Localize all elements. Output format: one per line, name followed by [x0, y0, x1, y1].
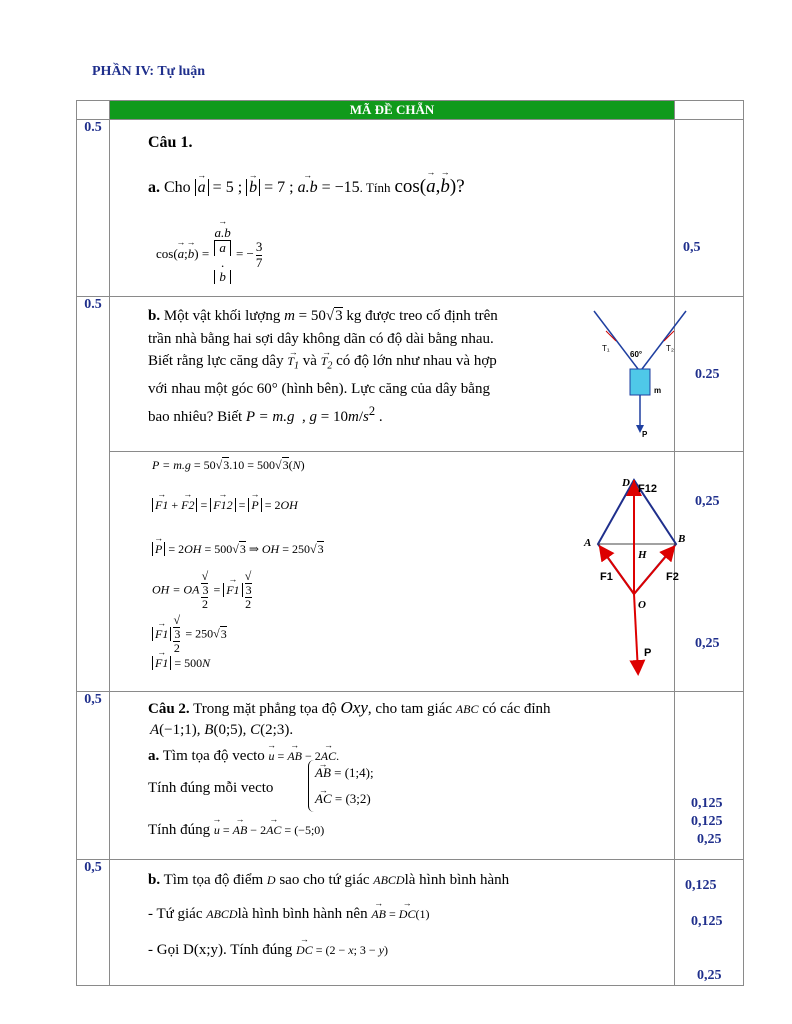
q1b-statement: b. Một vật khối lượng m = 50√3 kg được treo cố định trên trần nhà bằng hai sợi dây không dãn có độ dài bằng nhau. Biết rằng lực căng dây → $T_1$ và → $T_2$ có độ lớn như nhau và hợp với nhau một góc 60° (hình bên). Lực căng của dây bằng bao nhiêu? Biết P = m.g , $g = 10m/s^2$ .: [148, 305, 498, 429]
q2-vertices: A(−1;1), B(0;5), C(2;3).: [150, 722, 294, 738]
q2b-score-right: 0,125 0,125 0,25: [675, 860, 744, 986]
q1a-solution: cos(→ a;→ b) = → a.b a . b = − $\frac{3}{7}$: [156, 226, 264, 284]
q1b-sol-line2: → F1 + → F2 = → F12 = → P = 2OH: [152, 498, 298, 513]
section-title: PHẦN IV: Tự luận: [92, 64, 206, 79]
q1b-sol-line6: → F1 = 500N: [152, 656, 210, 671]
q1b-score-right-1: 0.25: [675, 297, 744, 452]
q2a-content: [110, 692, 675, 860]
q1b-solution: [110, 452, 686, 692]
q2b-line2: - Tứ giác ABCDlà hình bình hành nên → AB = → DC(1): [148, 906, 429, 923]
q1b-score-left: 0.5: [77, 297, 110, 692]
q2a-score-right: 0,125 0,125 0,25: [675, 692, 744, 860]
table-header: MÃ ĐỀ CHẴN: [110, 101, 675, 120]
fig2-f12-label: F12: [638, 483, 657, 495]
fig2-p-label: P: [644, 647, 652, 659]
q1b-sol-line5: → F1 √ 3 2 = 250√3: [152, 614, 227, 656]
q2b-score-left: 0,5: [77, 860, 110, 986]
fig1-mass-block: [630, 369, 650, 395]
q1b-content: [110, 297, 675, 452]
fig1-angle-label: 60°: [630, 350, 643, 359]
fig1-t1-label: T₁: [602, 344, 610, 353]
fig1-m-label: m: [654, 386, 662, 395]
fig2-o-label: O: [638, 599, 646, 611]
q1b-sol-line3: → P = 2OH = 500√3 ⇒ OH = 250√3: [152, 542, 324, 557]
q1a-content: [110, 120, 675, 297]
q2a-score-left: 0,5: [77, 692, 110, 860]
fig1-p-label: P: [642, 430, 648, 439]
q2b-content: [110, 860, 675, 986]
fig2-h-label: H: [638, 549, 647, 561]
force-diagram-figure: [576, 476, 688, 682]
fig2-a-label: A: [584, 537, 592, 549]
q1b-sol-line4: OH = OA √ 3 2 = → F1 √ 3 2: [152, 570, 254, 612]
fig2-b-label: B: [678, 533, 686, 545]
q2a-statement: a. Tìm tọa độ vecto → u = → AB − 2→ AC.: [148, 748, 339, 765]
fig2-f1-label: F1: [600, 571, 613, 583]
q1b-sol-line1: P = m.g = 50√3.10 = 500√3(N): [152, 458, 305, 472]
q1a-score-left: 0.5: [77, 120, 110, 297]
q1-title: Câu 1.: [148, 134, 193, 151]
answer-table: [76, 100, 744, 986]
q1a-score-right: 0,5: [675, 120, 744, 297]
q2a-vector-system: → AB = (1;4); → AC = (3;2): [308, 760, 374, 812]
fig2-d-label: D: [622, 477, 630, 489]
q2b-statement: b. Tìm tọa độ điểm D sao cho tứ giác ABCDlà hình bình hành: [148, 872, 510, 888]
fig1-t2-label: T₂: [666, 344, 674, 353]
q1b-score-right-2: 0,25 0,25: [675, 452, 744, 692]
q2a-line2: Tính đúng mỗi vecto: [148, 780, 274, 796]
q2a-line3: Tính đúng → u = → AB − 2→ AC = (−5;0): [148, 822, 324, 839]
fig2-f2-label: F2: [666, 571, 679, 583]
q2b-line3: - Gọi D(x;y). Tính đúng → DC = (2 − x; 3 − y): [148, 942, 388, 959]
q1a-statement: a. Cho → a = 5 ; → b = 7 ; → a.b = −15. Tính cos(→ a,→ b)?: [148, 176, 465, 198]
q2-intro: Câu 2. Trong mặt phẳng tọa độ Oxy, cho tam giác ABC có các đỉnh: [148, 698, 551, 717]
